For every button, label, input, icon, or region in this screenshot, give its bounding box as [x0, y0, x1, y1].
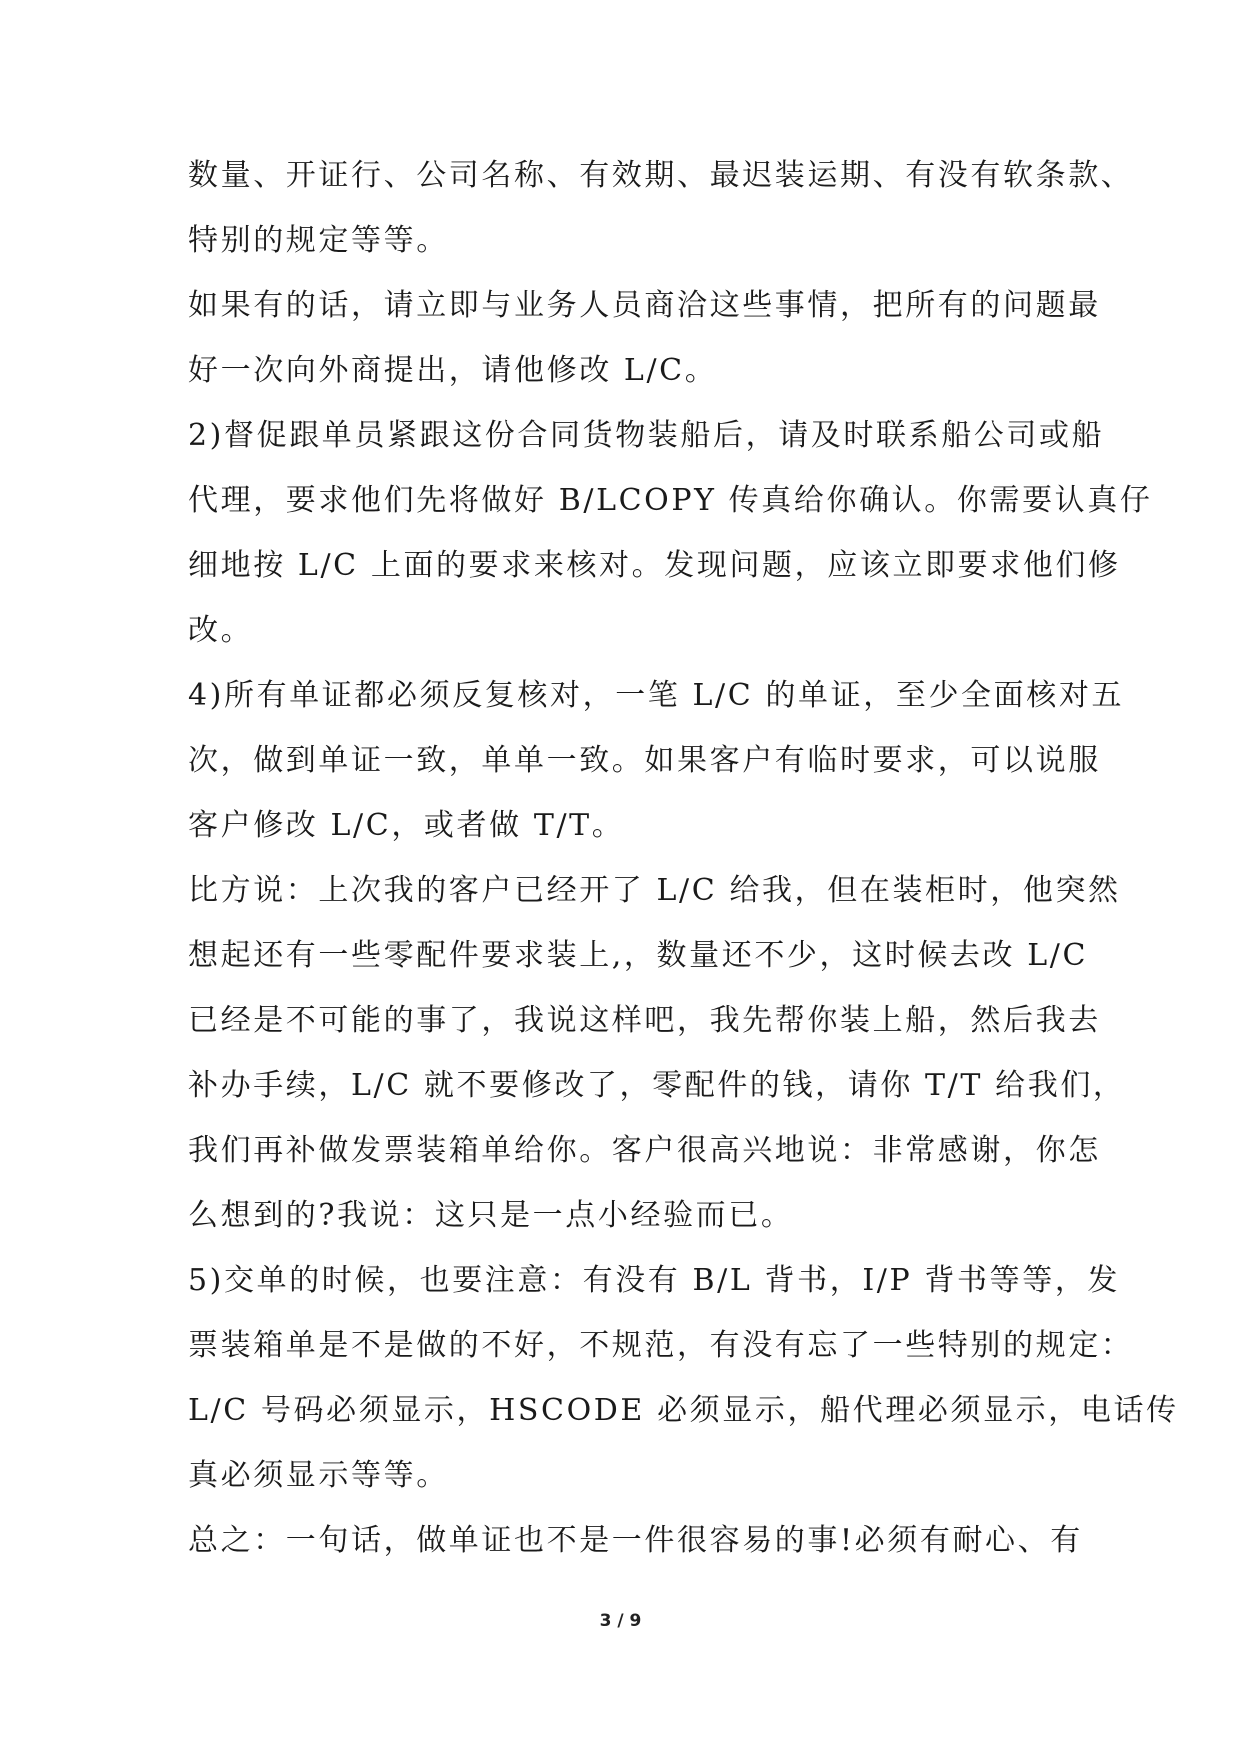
text-line: 比方说：上次我的客户已经开了 L/C 给我，但在装柜时，他突然: [188, 873, 1121, 908]
text-line: 真必须显示等等。: [188, 1458, 449, 1493]
text-line: 改。: [188, 613, 254, 648]
text-line: 2)督促跟单员紧跟这份合同货物装船后，请及时联系船公司或船: [188, 418, 1105, 453]
text-line: 总之：一句话，做单证也不是一件很容易的事!必须有耐心、有: [188, 1523, 1083, 1558]
text-line: 4)所有单证都必须反复核对，一笔 L/C 的单证，至少全面核对五: [188, 678, 1125, 713]
text-line: 补办手续，L/C 就不要修改了，零配件的钱，请你 T/T 给我们，: [188, 1068, 1126, 1103]
text-line: 么想到的?我说：这只是一点小经验而已。: [188, 1198, 794, 1233]
text-line: 5)交单的时候，也要注意：有没有 B/L 背书，I/P 背书等等，发: [188, 1263, 1121, 1298]
text-line: 想起还有一些零配件要求装上,，数量还不少，这时候去改 L/C: [188, 938, 1089, 973]
text-line: 次，做到单证一致，单单一致。如果客户有临时要求，可以说服: [188, 743, 1101, 778]
text-line: 我们再补做发票装箱单给你。客户很高兴地说：非常感谢，你怎: [188, 1133, 1101, 1168]
text-line: 已经是不可能的事了，我说这样吧，我先帮你装上船，然后我去: [188, 1003, 1101, 1038]
text-line: 数量、开证行、公司名称、有效期、最迟装运期、有没有软条款、: [188, 158, 1134, 193]
text-line: 票装箱单是不是做的不好，不规范，有没有忘了一些特别的规定：: [188, 1328, 1134, 1363]
text-line: 如果有的话，请立即与业务人员商洽这些事情，把所有的问题最: [188, 288, 1101, 323]
text-line: 特别的规定等等。: [188, 223, 449, 258]
text-line: 细地按 L/C 上面的要求来核对。发现问题，应该立即要求他们修: [188, 548, 1121, 583]
text-line: 客户修改 L/C，或者做 T/T。: [188, 808, 625, 843]
document-body: [188, 156, 1179, 1586]
page-number: 3 / 9: [599, 1611, 642, 1631]
text-line: L/C 号码必须显示，HSCODE 必须显示，船代理必须显示，电话传: [188, 1393, 1179, 1428]
text-line: 好一次向外商提出，请他修改 L/C。: [188, 353, 718, 388]
text-line: 代理，要求他们先将做好 B/LCOPY 传真给你确认。你需要认真仔: [188, 483, 1153, 518]
